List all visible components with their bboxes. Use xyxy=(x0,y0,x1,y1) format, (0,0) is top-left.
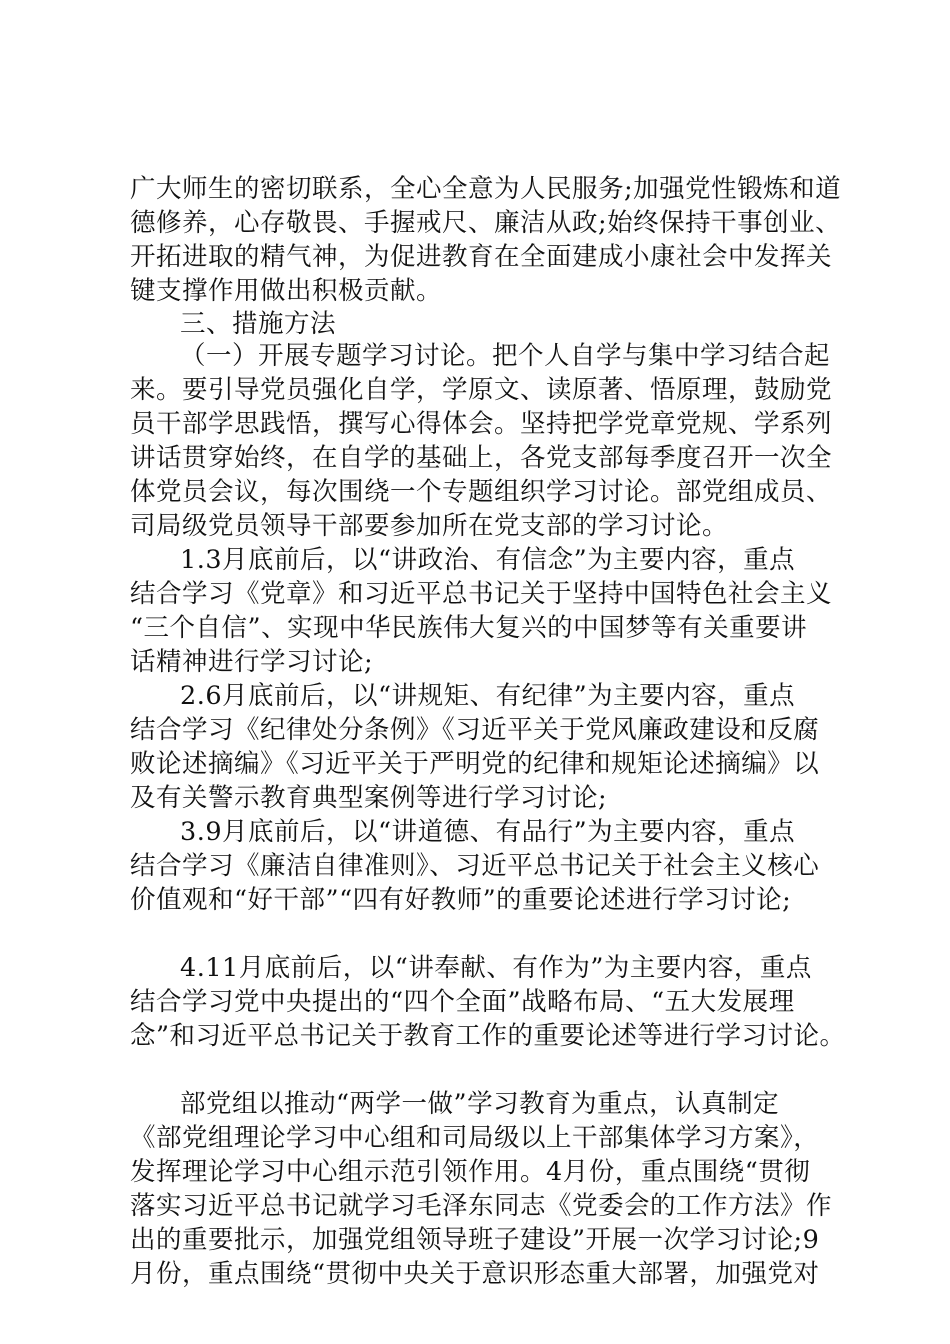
text-line: 结合学习《廉洁自律准则》、习近平总书记关于社会主义核心 xyxy=(130,851,820,881)
text-line: 落实习近平总书记就学习毛泽东同志《党委会的工作方法》作 xyxy=(130,1191,833,1221)
text-line: 出的重要批示，加强党组领导班子建设”开展一次学习讨论;9 xyxy=(130,1225,820,1255)
list-item-line: 1.3月底前后，以“讲政治、有信念”为主要内容，重点 xyxy=(180,545,796,575)
text-line: 价值观和“好干部”“四有好教师”的重要论述进行学习讨论; xyxy=(130,885,792,915)
text-line: 结合学习《纪律处分条例》《习近平关于党风廉政建设和反腐 xyxy=(130,715,820,745)
text-line: 键支撑作用做出积极贡献。 xyxy=(130,276,443,306)
text-line: 员干部学思践悟，撰写心得体会。坚持把学党章党规、学系列 xyxy=(130,409,833,439)
text-line: 败论述摘编》《习近平关于严明党的纪律和规矩论述摘编》以 xyxy=(130,749,820,779)
text-line: 来。要引导党员强化自学，学原文、读原著、悟原理，鼓励党 xyxy=(130,375,833,405)
list-item-line: 2.6月底前后，以“讲规矩、有纪律”为主要内容，重点 xyxy=(180,681,796,711)
text-line: 念”和习近平总书记关于教育工作的重要论述等进行学习讨论。 xyxy=(130,1021,846,1051)
text-line: 发挥理论学习中心组示范引领作用。4月份，重点围绕“贯彻 xyxy=(130,1157,811,1187)
text-line: 德修养，心存敬畏、手握戒尺、廉洁从政;始终保持干事创业、 xyxy=(130,208,842,238)
paragraph-start-line: 部党组以推动“两学一做”学习教育为重点，认真制定 xyxy=(180,1089,780,1119)
list-item-line: 4.11月底前后，以“讲奉献、有作为”为主要内容，重点 xyxy=(180,953,812,983)
text-line: 月份，重点围绕“贯彻中央关于意识形态重大部署，加强党对 xyxy=(130,1259,820,1289)
subsection-heading-line: （一）开展专题学习讨论。把个人自学与集中学习结合起 xyxy=(180,341,831,371)
text-line: 结合学习《党章》和习近平总书记关于坚持中国特色社会主义 xyxy=(130,579,833,609)
text-line: “三个自信”、实现中华民族伟大复兴的中国梦等有关重要讲 xyxy=(130,613,808,643)
list-item-line: 3.9月底前后，以“讲道德、有品行”为主要内容，重点 xyxy=(180,817,796,847)
text-line: 《部党组理论学习中心组和司局级以上干部集体学习方案》， xyxy=(130,1123,820,1153)
text-line: 开拓进取的精气神，为促进教育在全面建成小康社会中发挥关 xyxy=(130,242,833,272)
section-heading: 三、措施方法 xyxy=(180,309,337,339)
text-line: 体党员会议，每次围绕一个专题组织学习讨论。部党组成员、 xyxy=(130,477,833,507)
text-line: 结合学习党中央提出的“四个全面”战略布局、“五大发展理 xyxy=(130,987,795,1017)
text-line: 讲话贯穿始终，在自学的基础上，各党支部每季度召开一次全 xyxy=(130,443,833,473)
text-line: 广大师生的密切联系，全心全意为人民服务;加强党性锻炼和道 xyxy=(130,174,842,204)
text-line: 司局级党员领导干部要参加所在党支部的学习讨论。 xyxy=(130,511,729,541)
text-line: 话精神进行学习讨论; xyxy=(130,647,374,677)
text-line: 及有关警示教育典型案例等进行学习讨论; xyxy=(130,783,608,813)
